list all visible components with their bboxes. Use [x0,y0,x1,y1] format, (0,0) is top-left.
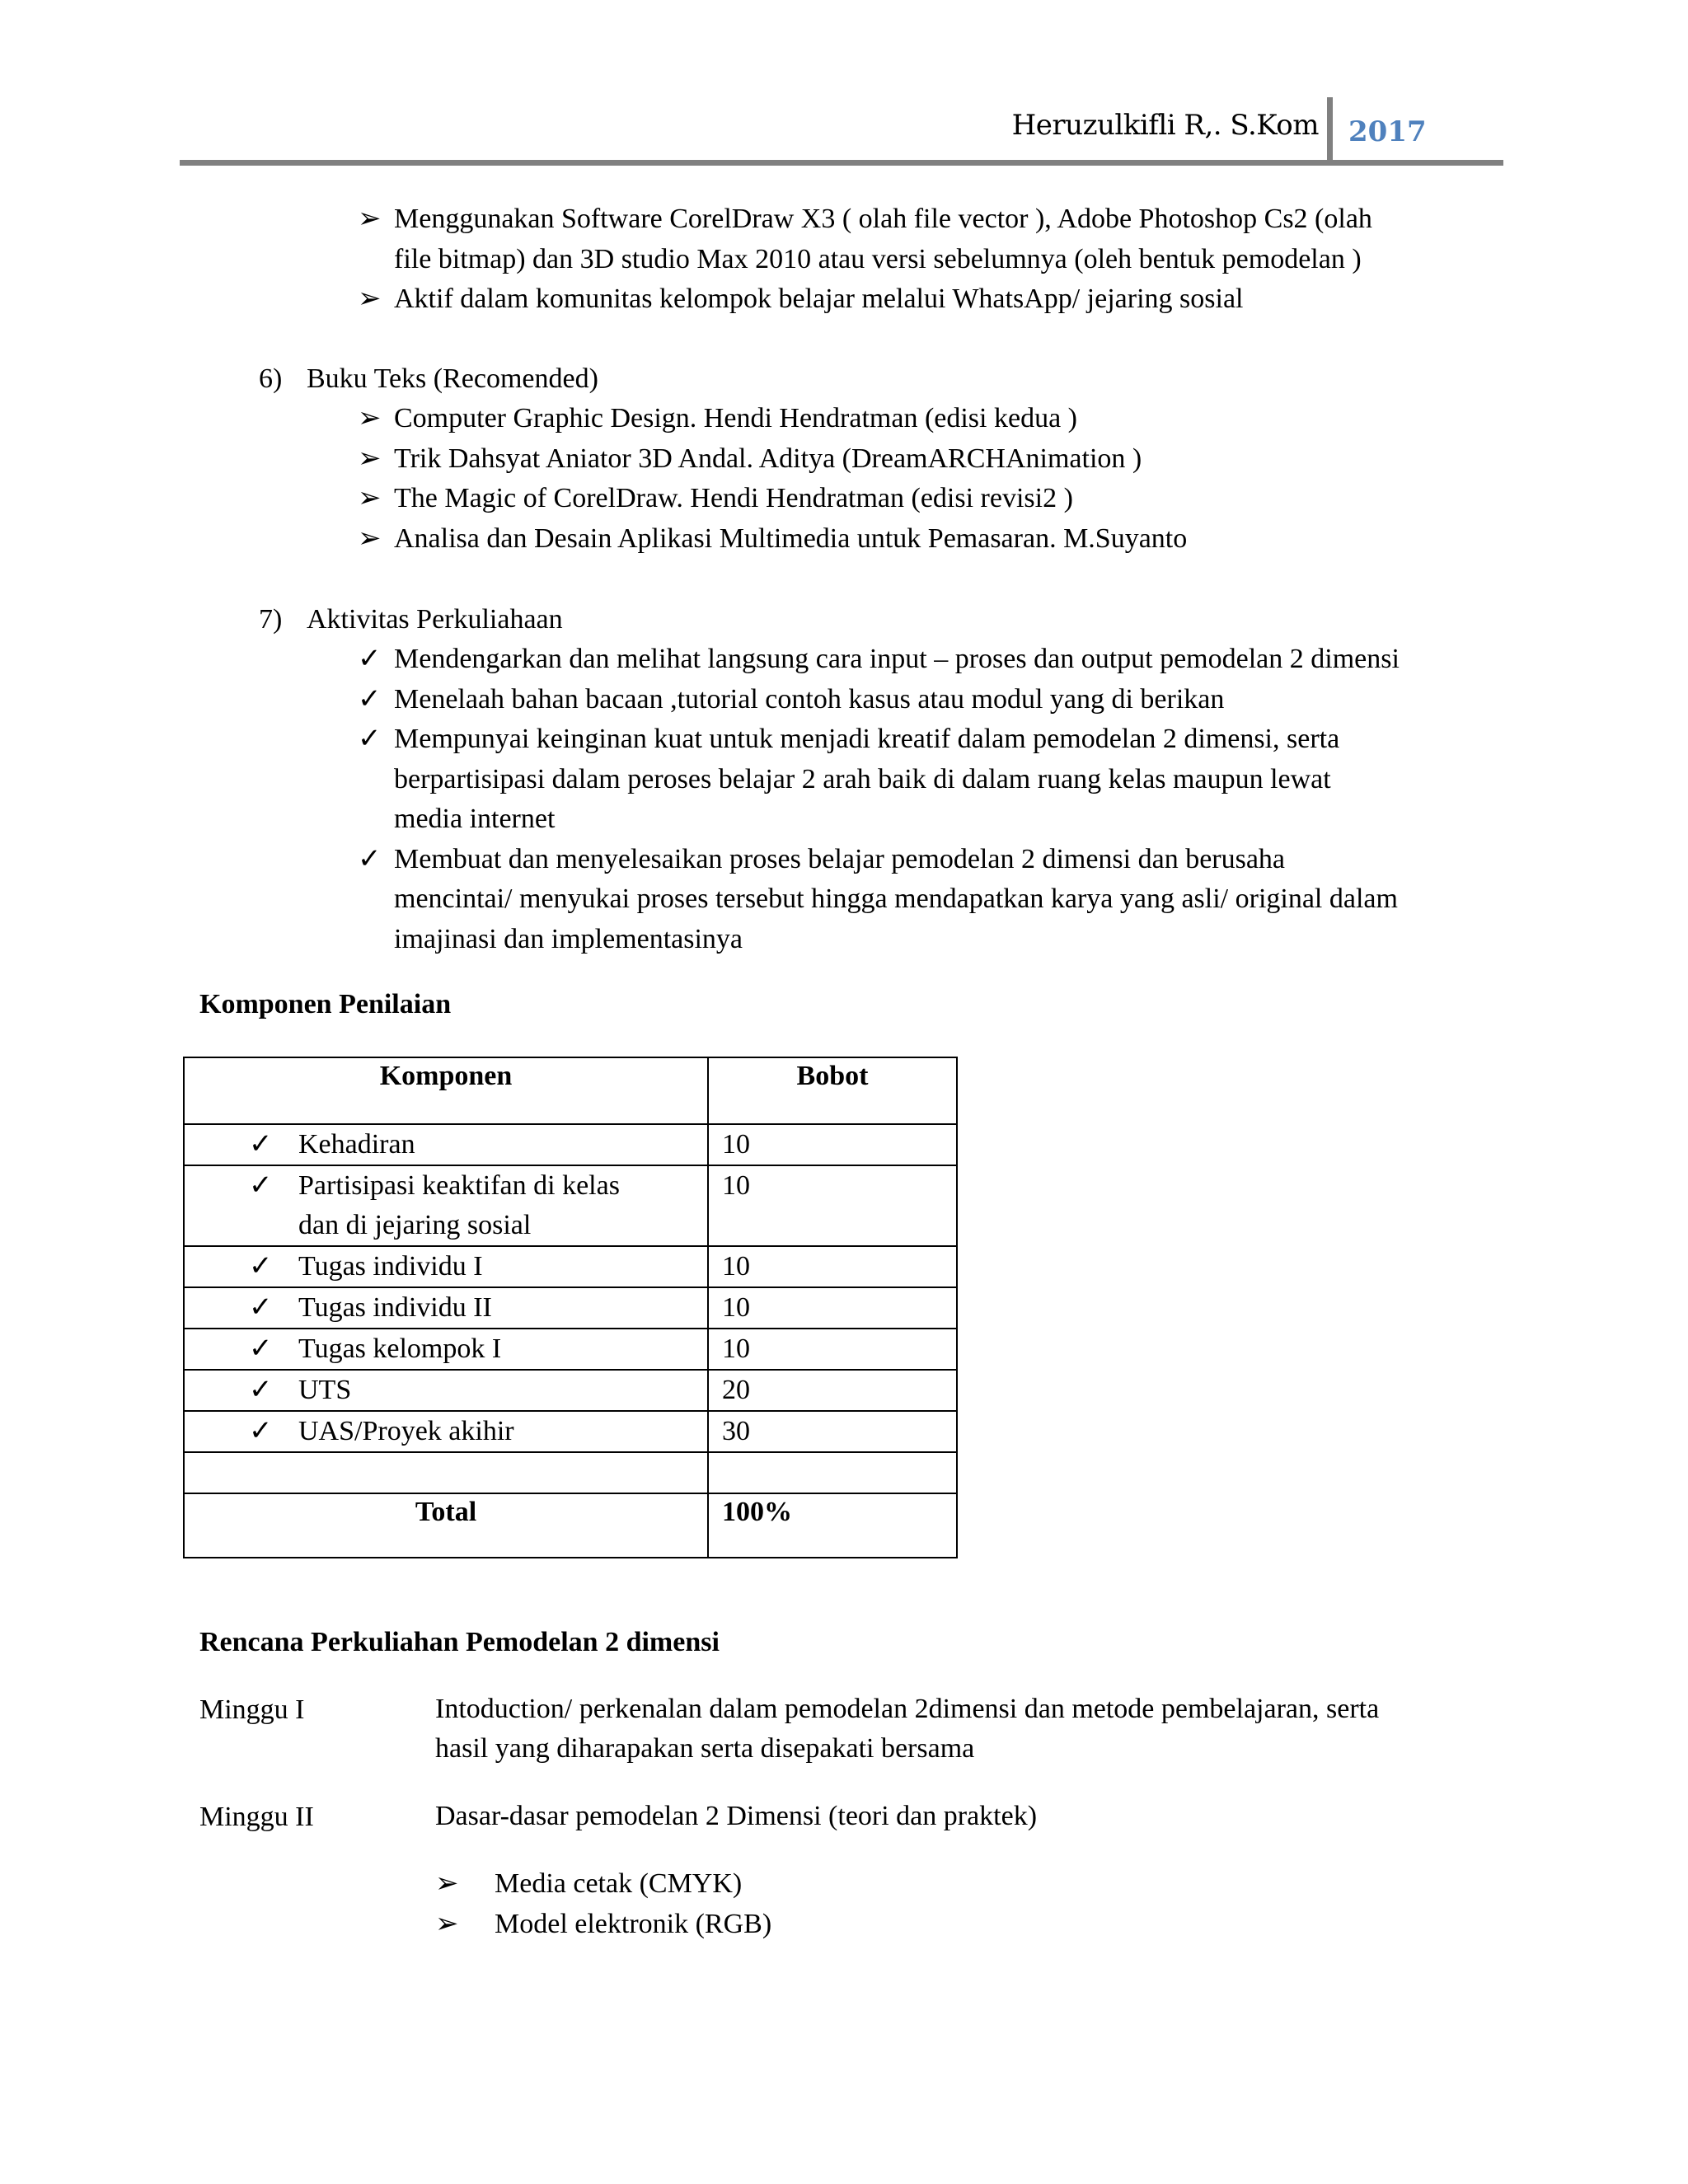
list-item-text: file bitmap) dan 3D studio Max 2010 atau versi sebelumnya (oleh bentuk pemodelan ) [394,243,1362,274]
list-item [358,279,1512,320]
activity-text: Menelaah bahan bacaan ,tutorial contoh kasus atau modul yang di berikan [394,683,1225,715]
list-item [435,1864,1424,1905]
komponen-name: Kehadiran [298,1129,415,1160]
list-item [358,680,1512,720]
week-description [435,1797,1037,1836]
column-header-komponen: Komponen [184,1057,708,1124]
check-icon: ✓ [358,644,382,674]
list-item [358,199,1512,240]
komponen-name: Partisipasi keaktifan di kelas [298,1170,620,1201]
header-rule [180,160,1503,166]
table-row-empty [184,1452,957,1493]
column-header-bobot: Bobot [708,1057,957,1124]
list-item [358,640,1512,680]
activity-list [358,640,1512,959]
list-item-continuation [358,799,1512,840]
arrow-bullet-icon: ➢ [358,284,382,314]
bobot-value: 10 [722,1251,750,1282]
list-item-text: Menggunakan Software CorelDraw X3 ( olah file vector ), Adobe Photoshop Cs2 (olah [394,204,1372,234]
section-number: 7) [259,604,283,635]
week-label: Minggu II [199,1802,314,1832]
table-row [184,1287,957,1329]
section-title: Aktivitas Perkuliahaan [307,604,563,635]
textbook-title: Computer Graphic Design. Hendi Hendratman (edisi kedua ) [394,403,1077,434]
textbook-title: The Magic of CorelDraw. Hendi Hendratman (edisi revisi2 ) [394,483,1073,513]
arrow-bullet-icon: ➢ [358,483,382,513]
list-item [358,479,1512,519]
week-description-line: Dasar-dasar pemodelan 2 Dimensi (teori dan praktek) [435,1801,1038,1831]
week-description-line: Intoduction/ perkenalan dalam pemodelan 2dimensi dan metode pembelajaran, serta [435,1694,1380,1724]
list-item [358,399,1512,439]
sub-item-text: Media cetak (CMYK) [495,1868,743,1899]
arrow-bullet-icon: ➢ [358,204,382,234]
textbook-title: Trik Dahsyat Aniator 3D Andal. Aditya (DreamARCHAnimation ) [394,443,1142,474]
komponen-name: UAS/Proyek akihir [298,1416,514,1446]
bobot-value: 10 [722,1333,750,1364]
list-item-continuation [358,240,1512,280]
activity-text: Mendengarkan dan melihat langsung cara input – proses dan output pemodelan 2 dimensi [394,644,1400,674]
section-number: 6) [259,363,283,394]
table-row [184,1329,957,1370]
table-row [184,1370,957,1411]
top-bullet-list [358,199,1512,320]
week-sub-list [435,1864,1424,1944]
arrow-bullet-icon: ➢ [358,523,382,554]
rencana-heading: Rencana Perkuliahan Pemodelan 2 dimensi [199,1627,720,1657]
table-header-row [184,1057,957,1124]
list-item [358,519,1512,560]
check-icon: ✓ [249,1416,273,1446]
list-item [435,1905,1424,1945]
komponen-name: UTS [298,1375,352,1405]
week-description-line: hasil yang diharapakan serta disepakati bersama [435,1733,975,1764]
section-6-heading [259,359,1248,400]
bobot-value: 10 [722,1292,750,1323]
komponen-name-continued: dan di jejaring sosial [298,1210,532,1240]
header-author: Heruzulkifli R,. S.Kom [1011,109,1319,142]
check-icon: ✓ [249,1375,273,1405]
bobot-value: 30 [722,1416,750,1446]
total-value: 100% [708,1493,957,1558]
sub-item-text: Model elektronik (RGB) [495,1908,772,1939]
list-item [358,439,1512,480]
komponen-name: Tugas kelompok I [298,1333,502,1364]
komponen-table [183,1057,958,1558]
check-icon: ✓ [358,683,382,715]
komponen-name: Tugas individu II [298,1292,492,1323]
arrow-bullet-icon: ➢ [435,1868,459,1899]
activity-text: berpartisipasi dalam peroses belajar 2 arah baik di dalam ruang kelas maupun lewat [394,763,1331,794]
check-icon: ✓ [249,1292,273,1323]
list-item-continuation [358,879,1512,920]
activity-text: Membuat dan menyelesaikan proses belajar pemodelan 2 dimensi dan berusaha [394,843,1286,874]
check-icon: ✓ [249,1170,273,1201]
activity-text: Mempunyai keinginan kuat untuk menjadi kreatif dalam pemodelan 2 dimensi, serta [394,724,1340,754]
table-row [184,1165,957,1246]
bobot-value: 10 [722,1129,750,1160]
list-item [358,719,1512,760]
total-label: Total [184,1493,708,1558]
list-item-text: Aktif dalam komunitas kelompok belajar melalui WhatsApp/ jejaring sosial [394,284,1244,314]
list-item [358,840,1512,880]
arrow-bullet-icon: ➢ [358,443,382,474]
komponen-name: Tugas individu I [298,1251,483,1282]
table-total-row [184,1493,957,1558]
week-label: Minggu I [199,1694,305,1725]
check-icon: ✓ [358,843,382,874]
section-7-heading [259,600,1248,640]
arrow-bullet-icon: ➢ [435,1908,459,1939]
textbook-title: Analisa dan Desain Aplikasi Multimedia untuk Pemasaran. M.Suyanto [394,523,1188,554]
bobot-value: 20 [722,1375,750,1405]
section-title: Buku Teks (Recomended) [307,363,598,394]
header-year: 2017 [1348,115,1427,148]
table-row [184,1124,957,1165]
list-item-continuation [358,760,1512,800]
check-icon: ✓ [249,1129,273,1160]
week-description [435,1690,1379,1769]
komponen-heading: Komponen Penilaian [199,989,452,1019]
activity-text: mencintai/ menyukai proses tersebut hingga mendapatkan karya yang asli/ original dalam [394,883,1398,914]
header-divider [1327,97,1333,163]
textbook-list [358,399,1512,559]
table-row [184,1246,957,1287]
list-item-continuation [358,920,1512,960]
check-icon: ✓ [249,1333,273,1364]
activity-text: imajinasi dan implementasinya [394,923,743,954]
check-icon: ✓ [249,1251,273,1282]
check-icon: ✓ [358,724,382,754]
arrow-bullet-icon: ➢ [358,403,382,434]
bobot-value: 10 [722,1170,750,1201]
activity-text: media internet [394,804,556,834]
table-row [184,1411,957,1452]
